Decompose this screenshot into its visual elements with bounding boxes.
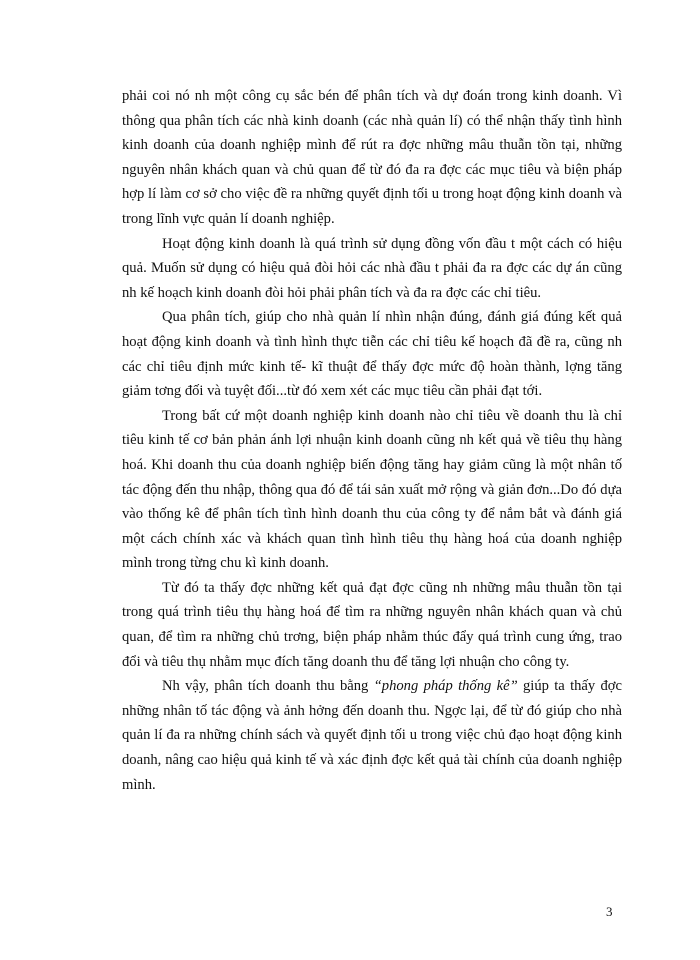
body-text <box>122 84 622 797</box>
paragraph-4: Trong bất cứ một doanh nghiệp kinh doanh nào chỉ tiêu về doanh thu là chỉ tiêu kinh tế cơ bản phản ánh lợi nhuận kinh doanh cũng nh kết quả về tiêu thụ hàng hoá. Khi doanh thu của doanh nghiệp biến động tăng hay giảm cũng là một nhân tố tác động đến thu nhập, thông qua đó để tái sản xuất mở rộng và giản đơn...Do đó dựa vào thống kê để phân tích tình hình doanh thu của công ty để nắm bắt và đánh giá một cách chính xác và khách quan tình hình tiêu thụ hàng hoá của doanh nghiệp mình trong từng chu kì kinh doanh. <box>122 407 622 572</box>
paragraph-5: Từ đó ta thấy đợc những kết quả đạt đợc cũng nh những mâu thuẫn tồn tại trong quá trình tiêu thụ hàng hoá để tìm ra những nguyên nhân khách quan và chủ quan, để tìm ra những chủ trơng, biện pháp nhằm thúc đẩy quá trình cung ứng, trao đổi và tiêu thụ nhằm mục đích tăng doanh thu để tăng lợi nhuận cho công ty. <box>122 579 622 670</box>
paragraph-1: phải coi nó nh một công cụ sắc bén để phân tích và dự đoán trong kinh doanh. Vì thông qua phân tích các nhà kinh doanh (các nhà quản lí) có thể nhận thấy tình hình kinh doanh của doanh nghiệp mình để rút ra đợc những mâu thuẫn tồn tại, những nguyên nhân khách quan và chủ quan để từ đó đa ra đợc các mục tiêu và biện pháp hợp lí làm cơ sở cho việc đề ra những quyết định tối u trong hoạt động kinh doanh và trong lĩnh vực quản lí doanh nghiệp. <box>122 88 622 227</box>
paragraph-6-start: Nh vậy, phân tích doanh thu bằng <box>162 678 374 695</box>
page-number: 3 <box>606 904 613 919</box>
paragraph-6 <box>122 674 622 797</box>
paragraph-2: Hoạt động kinh doanh là quá trình sử dụng đồng vốn đầu t một cách có hiệu quả. Muốn sử dụng có hiệu quả đòi hỏi các nhà đầu t phải đa ra đợc các dự án cũng nh kế hoạch kinh doanh đòi hỏi phải phân tích và đa ra đợc các chỉ tiêu. <box>122 235 622 301</box>
italic-term: “phong pháp thống kê” <box>373 678 518 695</box>
paragraph-6-end: giúp ta thấy đợc những nhân tố tác động và ảnh hởng đến doanh thu. Ngợc lại, để từ đó giúp cho nhà quản lí đa ra những chính sách và quyết định tối u trong việc chủ đạo hoạt động kinh doanh, nâng cao hiệu quả kinh tế và xác định đợc kết quả tài chính của doanh nghiệp mình. <box>122 678 622 793</box>
paragraph-3: Qua phân tích, giúp cho nhà quản lí nhìn nhận đúng, đánh giá đúng kết quả hoạt động kinh doanh và tình hình thực tiễn các chỉ tiêu kế hoạch đã đề ra, cũng nh các chỉ tiêu định mức kinh tế- kĩ thuật để thấy đợc mức độ hoàn thành, lợng tăng giảm tơng đối và tuyệt đối...từ đó xem xét các mục tiêu cần phải đạt tới. <box>122 309 622 400</box>
